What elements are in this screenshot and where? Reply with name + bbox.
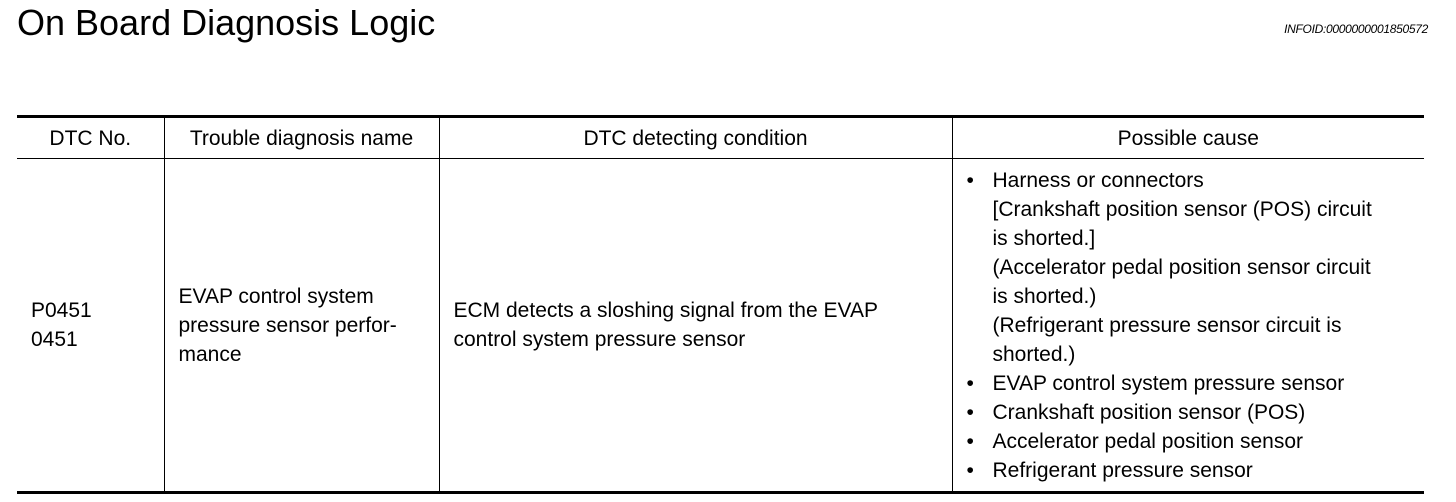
cause-detail: [Crankshaft position sensor (POS) circuit (992, 197, 1372, 221)
list-item (967, 166, 1411, 369)
table-row (17, 159, 1424, 493)
bullet-icon: • (966, 429, 974, 453)
cause-text: Accelerator pedal position sensor (992, 429, 1304, 453)
cause-text: EVAP control system pressure sensor (992, 371, 1345, 395)
condition-line: control system pressure sensor (453, 328, 746, 351)
trouble-name-line: mance (178, 342, 242, 366)
cell-detecting-condition (439, 159, 952, 493)
dtc-code-alt: 0451 (31, 328, 78, 351)
trouble-name-line: EVAP control system (178, 284, 374, 308)
cause-text: Harness or connectors (992, 168, 1204, 192)
cause-detail: is shorted.) (992, 284, 1097, 308)
header-trouble-diagnosis-name: Trouble diagnosis name (164, 117, 439, 159)
trouble-name-line: pressure sensor perfor- (178, 313, 397, 337)
header-dtc-detecting-condition: DTC detecting condition (439, 117, 952, 159)
cell-possible-cause (952, 159, 1424, 493)
list-item (967, 427, 1411, 456)
cause-detail: (Accelerator pedal position sensor circuit (992, 255, 1371, 279)
condition-line: ECM detects a sloshing signal from the EVAP (453, 299, 878, 322)
list-item (967, 456, 1411, 485)
header-possible-cause: Possible cause (952, 117, 1424, 159)
header-dtc-no: DTC No. (17, 117, 164, 159)
bullet-icon: • (966, 400, 974, 424)
table-header-row (17, 117, 1424, 159)
diagnosis-table (17, 115, 1424, 494)
cause-detail: (Refrigerant pressure sensor circuit is (992, 313, 1342, 337)
list-item (967, 369, 1411, 398)
bullet-icon: • (966, 458, 974, 482)
dtc-code: P0451 (31, 299, 92, 322)
cell-trouble-name (164, 159, 439, 493)
cause-detail: is shorted.] (992, 226, 1096, 250)
info-id: INFOID:0000000001850572 (1284, 22, 1428, 36)
cause-detail: shorted.) (992, 342, 1076, 366)
page-title: On Board Diagnosis Logic (17, 2, 436, 43)
bullet-icon: • (966, 371, 974, 395)
list-item (967, 398, 1411, 427)
bullet-icon: • (966, 168, 974, 192)
cell-dtc-no (17, 159, 164, 493)
cause-list (967, 166, 1411, 485)
cause-text: Crankshaft position sensor (POS) (992, 400, 1306, 424)
cause-text: Refrigerant pressure sensor (992, 458, 1253, 482)
